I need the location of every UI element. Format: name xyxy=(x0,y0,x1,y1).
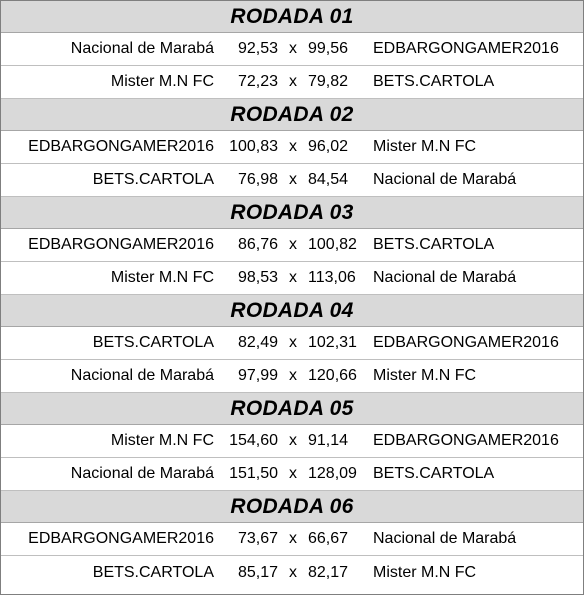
away-team: Nacional de Marabá xyxy=(373,269,517,286)
round-block xyxy=(1,1,583,99)
match-row xyxy=(1,360,583,393)
home-team: BETS.CARTOLA xyxy=(92,563,214,581)
away-score: 113,06 xyxy=(308,269,356,286)
round-block xyxy=(1,393,583,491)
round-block xyxy=(1,491,583,589)
away-score: 102,31 xyxy=(308,334,357,351)
home-team: Nacional de Marabá xyxy=(70,40,214,57)
home-score: 97,99 xyxy=(237,367,278,384)
away-team: EDBARGONGAMER2016 xyxy=(373,432,559,449)
versus-separator: x xyxy=(289,563,297,581)
home-score: 72,23 xyxy=(237,73,278,90)
away-score: 99,56 xyxy=(308,40,349,57)
away-team: Mister M.N FC xyxy=(373,367,477,384)
versus-separator: x xyxy=(289,269,297,286)
away-team: Nacional de Marabá xyxy=(373,171,517,188)
versus-separator: x xyxy=(289,171,297,188)
home-team: EDBARGONGAMER2016 xyxy=(28,138,214,155)
away-score: 100,82 xyxy=(308,236,357,253)
versus-separator: x xyxy=(289,530,297,547)
match-row xyxy=(1,262,583,295)
round-block xyxy=(1,99,583,197)
home-score: 151,50 xyxy=(229,465,278,482)
round-block xyxy=(1,197,583,295)
home-team: Nacional de Marabá xyxy=(70,367,214,384)
versus-separator: x xyxy=(289,236,297,253)
home-team: Mister M.N FC xyxy=(110,73,214,90)
away-team: Mister M.N FC xyxy=(373,563,477,581)
home-score: 154,60 xyxy=(229,432,278,449)
away-score: 96,02 xyxy=(308,138,349,155)
round-header: RODADA 02 xyxy=(1,99,583,131)
home-team: Nacional de Marabá xyxy=(70,465,214,482)
away-team: EDBARGONGAMER2016 xyxy=(373,334,559,351)
away-score: 128,09 xyxy=(308,465,357,482)
round-header: RODADA 06 xyxy=(1,491,583,523)
match-row xyxy=(1,523,583,556)
home-score: 98,53 xyxy=(237,269,278,286)
home-team: Mister M.N FC xyxy=(110,269,214,286)
round-header: RODADA 05 xyxy=(1,393,583,425)
home-team: BETS.CARTOLA xyxy=(92,334,214,351)
match-row xyxy=(1,425,583,458)
away-score: 91,14 xyxy=(308,432,349,449)
versus-separator: x xyxy=(289,334,297,351)
home-score: 76,98 xyxy=(237,171,278,188)
home-team: Mister M.N FC xyxy=(110,432,214,449)
versus-separator: x xyxy=(289,138,297,155)
home-team: BETS.CARTOLA xyxy=(92,171,214,188)
away-score: 79,82 xyxy=(308,73,349,90)
round-header: RODADA 04 xyxy=(1,295,583,327)
versus-separator: x xyxy=(289,432,297,449)
match-row xyxy=(1,66,583,99)
away-score: 84,54 xyxy=(308,171,349,188)
round-header: RODADA 03 xyxy=(1,197,583,229)
away-score: 82,17 xyxy=(308,563,349,581)
versus-separator: x xyxy=(289,40,297,57)
away-team: Mister M.N FC xyxy=(373,138,477,155)
match-row xyxy=(1,33,583,66)
match-row xyxy=(1,164,583,197)
home-team: EDBARGONGAMER2016 xyxy=(28,236,214,253)
away-team: BETS.CARTOLA xyxy=(373,236,495,253)
round-block xyxy=(1,295,583,393)
home-score: 86,76 xyxy=(237,236,278,253)
home-team: EDBARGONGAMER2016 xyxy=(28,530,214,547)
match-row xyxy=(1,327,583,360)
home-score: 85,17 xyxy=(237,563,278,581)
match-row xyxy=(1,131,583,164)
away-team: EDBARGONGAMER2016 xyxy=(373,40,559,57)
versus-separator: x xyxy=(289,465,297,482)
home-score: 82,49 xyxy=(237,334,278,351)
away-team: Nacional de Marabá xyxy=(373,530,517,547)
versus-separator: x xyxy=(289,367,297,384)
away-score: 120,66 xyxy=(308,367,357,384)
home-score: 92,53 xyxy=(237,40,278,57)
round-header: RODADA 01 xyxy=(1,1,583,33)
versus-separator: x xyxy=(289,73,297,90)
match-row xyxy=(1,458,583,491)
home-score: 100,83 xyxy=(229,138,278,155)
away-team: BETS.CARTOLA xyxy=(373,465,495,482)
home-score: 73,67 xyxy=(237,530,278,547)
away-team: BETS.CARTOLA xyxy=(373,73,495,90)
match-row xyxy=(1,556,583,589)
away-score: 66,67 xyxy=(308,530,349,547)
match-row xyxy=(1,229,583,262)
